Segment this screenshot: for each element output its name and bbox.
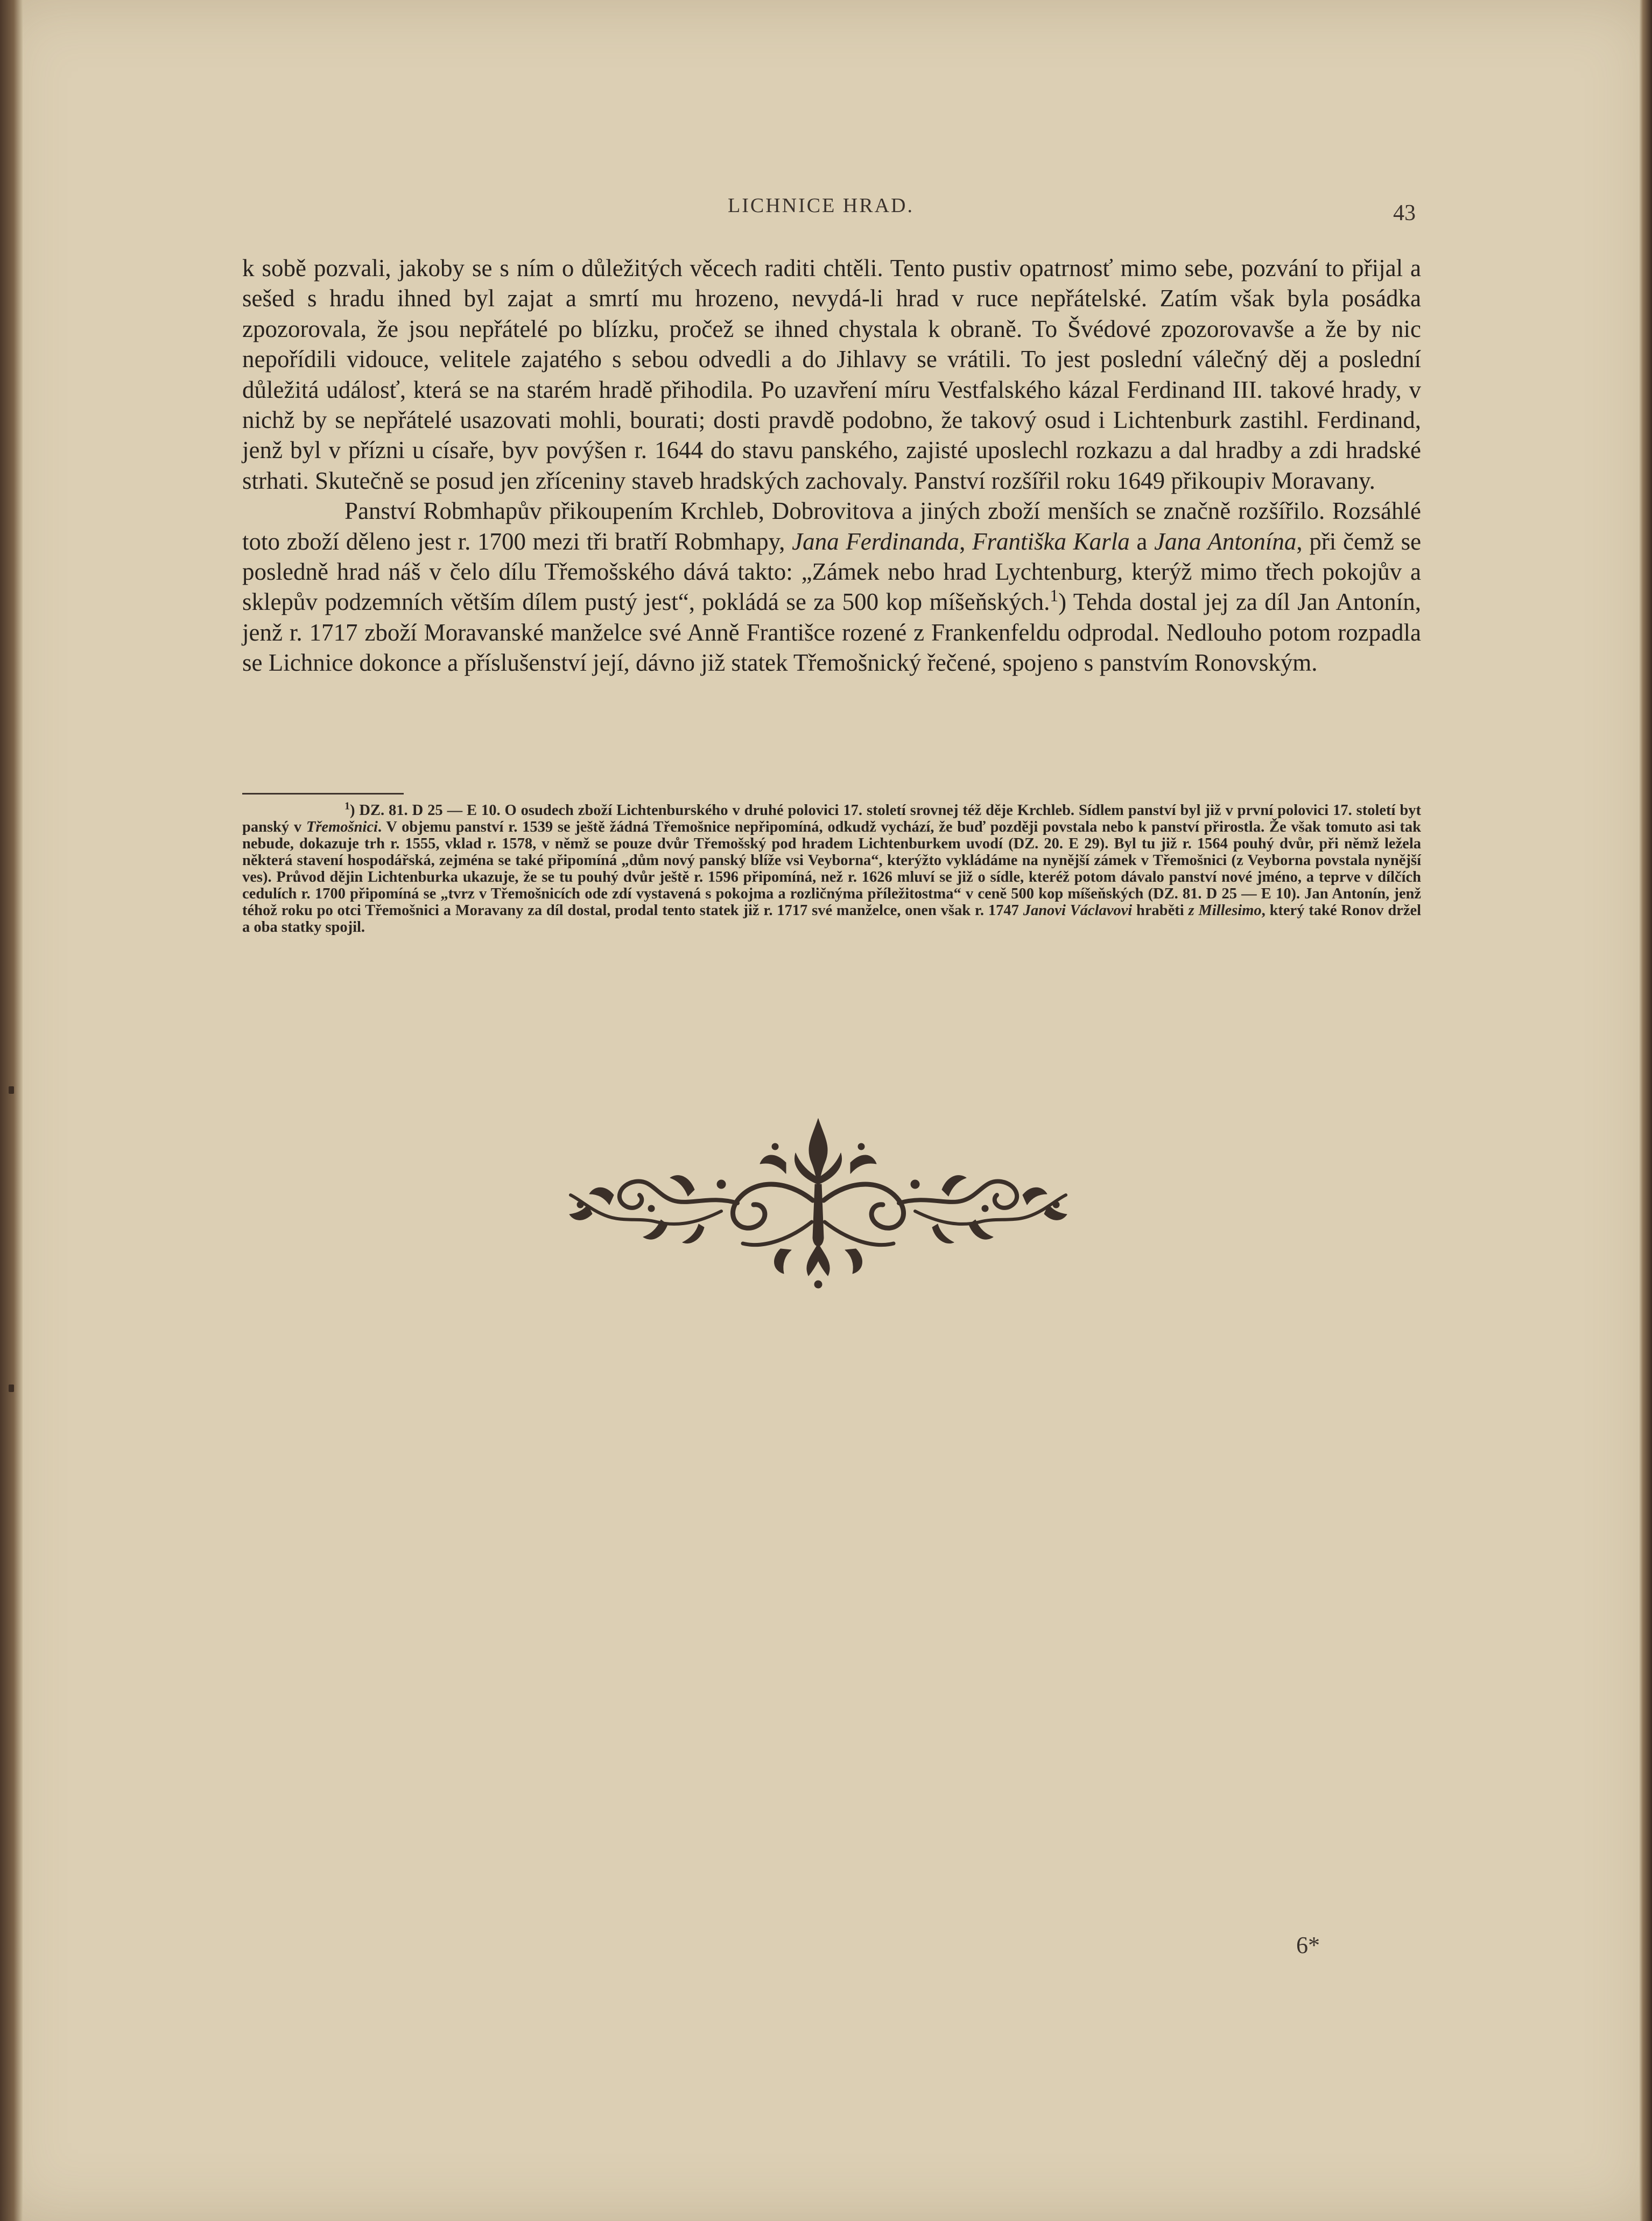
footnote-italic-millesimo: z Millesimo <box>1188 902 1262 919</box>
margin-dot-upper <box>9 1086 14 1094</box>
page-left-edge <box>0 0 23 2221</box>
footnotes <box>242 802 1421 936</box>
main-text <box>242 253 1421 678</box>
footnote-1 <box>242 802 1421 936</box>
paragraph-2 <box>242 496 1421 678</box>
p2-and: a <box>1136 528 1148 555</box>
page-number: 43 <box>1393 201 1416 226</box>
footnote-text-a: ) DZ. 81. D 25 — E 10. O osudech zboží Lichtenburského v druhé polovici 17. století srovnej též děje Krchleb. Sídlem panství byl již v první polovici 17. století byt panský v <box>242 802 1421 835</box>
footnote-text-b: . V objemu panství r. 1539 se ještě žádná Třemošnice nepřipomíná, odkudž vychází, že buď později povstala nebo k panství přirostla. Že však tomuto asi tak nebude, dokazuje trh r. 1555, vklad r. 1578, v němž se pouze dvůr Třemošský pod hradem Lichtenburkem uvodí (DZ. 20. E 29). Byl tu již r. 1564 pouhý dvůr, při němž ležela některá stavení hospodářská, zejména se také připomíná „dům nový panský blíže vsi Veyborna“, kterýžto vykládáme na nynější zámek v Třemošnici (z Veyborna povstala nynější ves). Průvod dějin Lichtenburka ukazuje, že se tu pouhý dvůr ještě r. 1596 připomíná, než r. 1626 mluví se již o sídle, kteréž potom dávalo panství nové jméno, a teprve v dílčích cedulích r. 1700 připomíná se „tvrz v Třemošnicích ode zdí vystavená s pokojma a rozličnýma příležitostma“ v ceně 500 kop míšeňských (DZ. 81. D 25 — E 10). Jan Antonín, jenž téhož roku po otci Třemošnici a Moravany za díl dostal, prodal tento statek již r. 1717 své manželce, onen však r. 1747 <box>242 819 1422 919</box>
footnote-divider <box>242 793 404 795</box>
person-name-frantisek-karel: Františka Karla <box>972 528 1130 555</box>
footnote-text-c: hraběti <box>1136 902 1184 919</box>
page-right-edge <box>1639 0 1652 2221</box>
footnote-italic-tremosnice: Třemošnici <box>306 819 378 835</box>
person-name-jan-antonin: Jana Antonína <box>1154 528 1297 555</box>
footnote-reference[interactable]: 1 <box>1050 586 1059 606</box>
p2-text-c: ) Tehda dostal jej za díl Jan Antonín, jenž r. 1717 zboží Moravanské manželce své Anně Františce rozené z Frankenfeldu odprodal. Nedlouho potom rozpadla se Lichnice dokonce a příslušenství její, dávno již statek Třemošnický řečené, spojeno s panstvím Ronovským. <box>242 588 1421 677</box>
signature-mark: 6* <box>1296 1932 1320 1958</box>
person-name-jan-ferdinand: Jana Ferdinanda <box>792 528 960 555</box>
paragraph-1: k sobě pozvali, jakoby se s ním o důležitých věcech raditi chtěli. Tento pustiv opatrnosť mimo sebe, pozvání to přijal a sešed s hradu ihned byl zajat a smrtí mu hrozeno, nevydá-li hrad v ruce nepřátelské. Zatím však byla posádka zpozorovala, že jsou nepřátelé po blízku, pročež se ihned chystala k obraně. To Švédové zpozorovavše a že by nic nepořídili vidouce, velitele zajatého s sebou odvedli a do Jihlavy se vrátili. To jest poslední válečný děj a poslední důležitá událosť, která se na starém hradě přihodila. Po uzavření míru Vestfalského kázal Ferdinand III. takové hrady, v nichž by se nepřátelé usazovati mohli, bourati; dosti pravdě podobno, že takový osud i Lichtenburk zastihl. Ferdinand, jenž byl v přízni u císaře, byv povýšen r. 1644 do stavu panského, zajisté uposlechl rozkazu a dal hradby a zdi hradské strhati. Skutečně se posud jen zříceniny staveb hradských zachovaly. Panství rozšířil roku 1649 přikoupiv Moravany. <box>242 255 1421 494</box>
margin-dot-lower <box>9 1384 14 1392</box>
footnote-text-d: , který také Ronov držel a oba statky spojil. <box>242 902 1422 936</box>
floral-tailpiece-ornament-icon <box>560 1114 1077 1292</box>
running-head: LICHNICE HRAD. <box>728 194 914 217</box>
p2-text-a: Panství Robmhapův přikoupením Krchleb, Dobrovitova a jiných zboží menších se značně rozšířilo. Rozsáhlé toto zboží děleno jest r. 1700 mezi tři bratří Robmhapy, <box>242 497 1421 555</box>
p2-text-b: , při čemž se posledně hrad náš v čelo dílu Třemošského dává takto: „Zámek nebo hrad Lychtenburg, kterýž mimo třech pokojův a sklepův podzemních větším dílem pustý jest“, pokládá se za 500 kop míšeňských. <box>242 528 1422 616</box>
footnote-italic-jan-vaclav: Janovi Václavovi <box>1023 902 1133 919</box>
p2-separator: , <box>959 528 966 555</box>
footnote-marker: 1 <box>345 800 350 812</box>
